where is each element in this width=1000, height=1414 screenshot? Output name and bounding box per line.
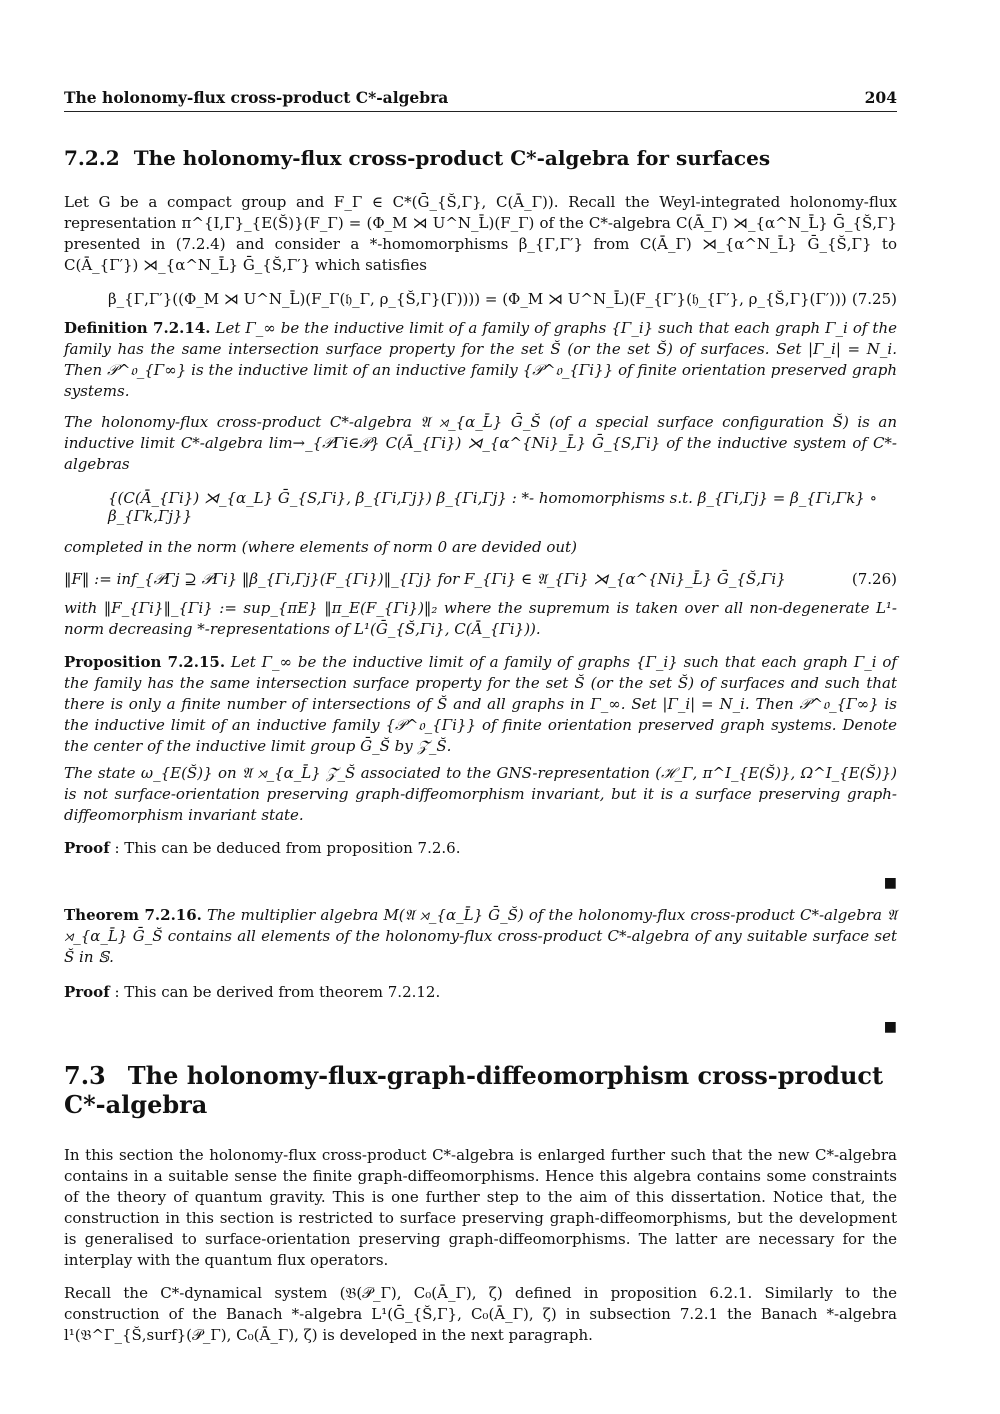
equation-expression: β_{Γ,Γ′}((Φ_M ⋊ U^N_L̄)(F_Γ(𝔥_Γ, ρ_{S̆,Γ}(Γ)))) = (Φ_M ⋊ U^N_L̄)(F_{Γ′}(𝔥_{Γ′}, ρ_{S̆,Γ}(Γ′))) — [108, 290, 847, 308]
equation-tag: (7.25) — [851, 290, 897, 308]
theorem-block — [64, 905, 897, 968]
header-title: The holonomy-flux cross-product C*-algebra — [64, 88, 449, 107]
definition-block — [64, 318, 897, 402]
equation-7-26 — [64, 570, 897, 588]
definition-text: Let Γ_∞ be the inductive limit of a family of graphs {Γ_i} such that each graph Γ_i of the family has the same intersection surface property for the set S̆ (or the set S̆) of surfaces. Set |Γ_i| = N_i. Then 𝒫^𝔬_{Γ∞} is the inductive limit of an inductive family {𝒫^𝔬_{Γi}} of finite orientation preserved graph systems. — [64, 319, 897, 400]
section-title: The holonomy-flux-graph-diffeomorphism cross-product C*-algebra — [64, 1061, 884, 1119]
qed-mark: ■ — [883, 875, 897, 891]
subsection-number: 7.2.2 — [64, 146, 120, 170]
intro-paragraph: Let G be a compact group and F_Γ ∈ C*(Ḡ_{S̆,Γ}, C(Ā_Γ)). Recall the Weyl-integrated holonomy-flux representation π^{I,Γ}_{E(S̆)}(F_Γ) = (Φ_M ⋊ U^N_L̄)(F_Γ) of the C*-algebra C(Ā_Γ) ⋊_{α^N_L̄} Ḡ_{S̆,Γ} presented in (7.2.4) and consider a *-homomorphisms β_{Γ,Γ′} from C(Ā_Γ) ⋊_{α^N_L̄} Ḡ_{S̆,Γ} to C(Ā_{Γ′}) ⋊_{α^N_L̄} Ḡ_{S̆,Γ′} which satisfies — [64, 193, 897, 274]
running-header — [64, 88, 897, 112]
qed-mark: ■ — [883, 1019, 897, 1035]
norm-note: with ‖F_{Γi}‖_{Γi} := sup_{πE} ‖π_E(F_{Γi})‖₂ where the supremum is taken over all non-degenerate L¹-norm decreasing *-representations of L¹(Ḡ_{S̆,Γi}, C(Ā_{Γi})). — [64, 599, 897, 638]
equation-tag: (7.26) — [851, 570, 897, 588]
page — [64, 88, 897, 1346]
equation-7-25 — [64, 290, 897, 308]
proposition-text-2: The state ω_{E(S̆)} on 𝔄 ⋊_{α_L̄} 𝒵̄_S̆ associated to the GNS-representation (ℋ_Γ, π^I_{E(S̆)}, Ω^I_{E(S̆)}) is not surface-orientation preserving graph-diffeomorphism invariant, but it is a surface preserving graph-diffeomorphism invariant state. — [64, 764, 897, 824]
inductive-system: {(C(Ā_{Γi}) ⋊_{α_L} Ḡ_{S,Γi}, β_{Γi,Γj}) β_{Γi,Γj} : *- homomorphisms s.t. β_{Γi,Γj} = β_{Γi,Γk} ∘ β_{Γk,Γj}} — [108, 489, 877, 525]
theorem-text: The multiplier algebra M(𝔄 ⋊_{α_L̄} Ḡ_S̆) of the holonomy-flux cross-product C*-algebra 𝔄 ⋊_{α_L̄} Ḡ_S̆ contains all elements of the holonomy-flux cross-product C*-algebra of any suitable surface set S̆ in 𝕊. — [64, 906, 897, 966]
proof-2 — [64, 982, 897, 1003]
definition-label: Definition 7.2.14. — [64, 319, 211, 337]
proof-1 — [64, 838, 897, 859]
proof-label: Proof — [64, 839, 110, 857]
proposition-block — [64, 652, 897, 757]
proof-text: : This can be derived from theorem 7.2.12. — [114, 983, 441, 1001]
proposition-text: Let Γ_∞ be the inductive limit of a family of graphs {Γ_i} such that each graph Γ_i of the family has the same intersection surface property for the set S̆ (or the set S̆) of surfaces and such that there is only a finite number of intersections of S̆ and all graphs in Γ_∞. Set |Γ_i| = N_i. Then 𝒫^𝔬_{Γ∞} is the inductive limit of an inductive family {𝒫^𝔬_{Γi}} of finite orientation preserved graph systems. Denote the center of the inductive limit group Ḡ_S̆ by 𝒵̄_S̆. — [64, 653, 897, 755]
proof-label: Proof — [64, 983, 110, 1001]
section-paragraph-2: Recall the C*-dynamical system (𝔅(𝒫_Γ), C₀(Ā_Γ), ζ) defined in proposition 6.2.1. Similarly to the construction of the Banach *-algebra L¹(Ḡ_{S̆,Γ}, C₀(Ā_Γ), ζ) in subsection 7.2.1 the Banach *-algebra l¹(𝔅^Γ_{S̆,surf}(𝒫_Γ), C₀(Ā_Γ), ζ) is developed in the next paragraph. — [64, 1284, 897, 1344]
definition-text-2: The holonomy-flux cross-product C*-algebra 𝔄 ⋊_{α_L̄} Ḡ_S̆ (of a special surface configuration S̆) is an inductive limit C*-algebra lim→_{𝒫Γi∈𝒫} C(Ā_{Γi}) ⋊_{α^{Ni}_L̄} Ḡ_{S,Γi} of the inductive system of C*-algebras — [64, 413, 897, 473]
definition-text-3: completed in the norm (where elements of norm 0 are devided out) — [64, 538, 577, 556]
section-heading — [64, 1061, 897, 1119]
section-paragraph-1: In this section the holonomy-flux cross-product C*-algebra is enlarged further such that the new C*-algebra contains in a suitable sense the finite graph-diffeomorphisms. Hence this algebra contains some constraints of the theory of quantum gravity. This is one further step to the aim of this dissertation. Notice that, the construction in this section is restricted to surface preserving graph-diffeomorphisms, but the development is generalised to surface-orientation preserving graph-diffeomorphisms. The latter are necessary for the interplay with the quantum flux operators. — [64, 1146, 897, 1269]
page-number: 204 — [864, 88, 897, 107]
theorem-label: Theorem 7.2.16. — [64, 906, 202, 924]
section-number: 7.3 — [64, 1061, 106, 1090]
proposition-label: Proposition 7.2.15. — [64, 653, 226, 671]
subsection-heading — [64, 146, 897, 170]
equation-expression: ‖F‖ := inf_{𝒫Γj ⊇ 𝒫Γi} ‖β_{Γi,Γj}(F_{Γi})‖_{Γj} for F_{Γi} ∈ 𝔄_{Γi} ⋊_{α^{Ni}_L̄} Ḡ_{S̆,Γi} — [64, 570, 786, 588]
subsection-title: The holonomy-flux cross-product C*-algebra for surfaces — [133, 146, 771, 170]
proof-text: : This can be deduced from proposition 7.2.6. — [114, 839, 461, 857]
